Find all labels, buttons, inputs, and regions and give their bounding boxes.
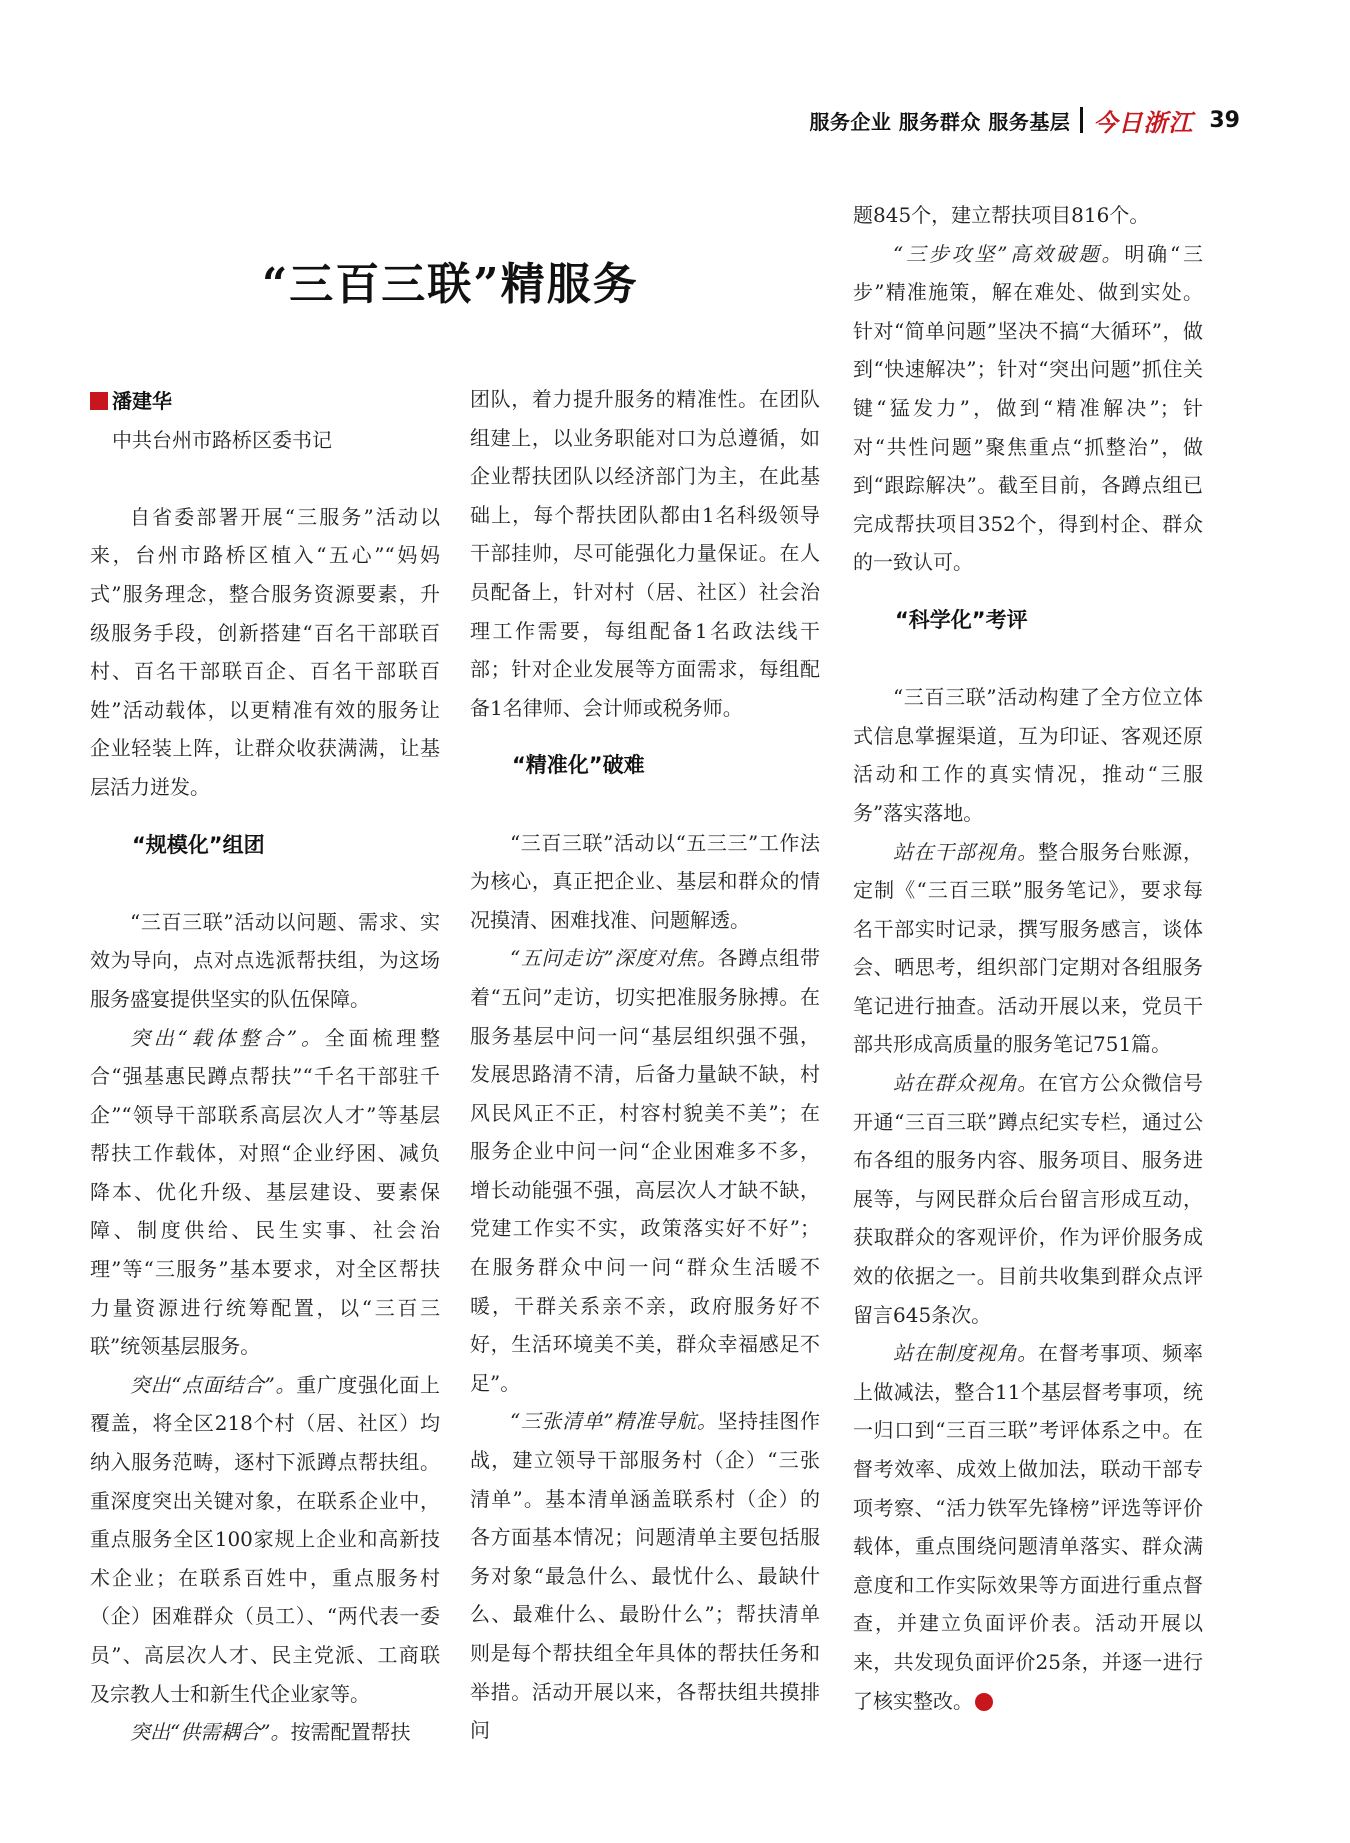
section3-paragraph-2: 站在干部视角。整合服务台账源，定制《“三百三联”服务笔记》，要求每名干部实时记录，撰写服务感言，谈体会、晒思考，组织部门定期对各组服务笔记进行抽查。活动开展以来，党员干部共形成高质量的服务笔记751篇。 (853, 839, 1203, 1057)
section1-paragraph-3: 突出“点面结合”。重广度强化面上覆盖，将全区218个村（居、社区）均纳入服务范畴，逐村下派蹲点帮扶组。重深度突出关键对象，在联系企业中，重点服务全区100家规上企业和高新技术企业；在联系百姓中，重点服务村（企）困难群众（员工）、“两代表一委员”、高层次人才、民主党派、工商联及宗教人士和新生代企业家等。 (90, 1372, 441, 1706)
paragraph-lead: 站在群众视角。 (893, 1071, 1038, 1096)
intro-paragraph: 自省委部署开展“三服务”活动以来，台州市路桥区植入“五心”“妈妈式”服务理念，整合服务资源要素，升级服务手段，创新搭建“百名干部联百村、百名干部联百企、百名干部联百姓”活动载体，以更精准有效的服务让企业轻装上阵，让群众收获满满，让基层活力迸发。 (90, 504, 440, 799)
paragraph-lead: 突出“供需耦合”。 (130, 1720, 291, 1745)
section2-paragraph-1: “三百三联”活动以“五三三”工作法为核心，真正把企业、基层和群众的情况摸清、困难找准、问题解透。 (470, 830, 820, 932)
paragraph-lead: “五问走访”深度对焦。 (510, 946, 718, 971)
section3-paragraph-1: “三百三联”活动构建了全方位立体式信息掌握渠道，互为印证、客观还原活动和工作的真实情况，推动“三服务”落实落地。 (853, 685, 1203, 825)
author-marker-icon (90, 392, 108, 410)
section1-paragraph-4-continued: 团队，着力提升服务的精准性。在团队组建上，以业务职能对口为总遵循，如企业帮扶团队以经济部门为主，在此基础上，每个帮扶团队都由1名科级领导干部挂帅，尽可能强化力量保证。在人员配备上，针对村（居、社区）社会治理工作需要，每组配备1名政法线干部；针对企业发展等方面需求，每组配备1名律师、会计师或税务师。 (470, 387, 820, 720)
author-name-text: 潘建华 (112, 389, 172, 413)
article-title: “三百三联”精服务 (262, 259, 639, 310)
paragraph-lead: 站在制度视角。 (893, 1341, 1038, 1366)
column-2 (470, 380, 820, 1750)
section1-paragraph-4: 突出“供需耦合”。按需配置帮扶 (130, 1720, 411, 1745)
section1-paragraph-1: “三百三联”活动以问题、需求、实效为导向，点对点选派帮扶组，为这场服务盛宴提供坚实的队伍保障。 (90, 909, 440, 1011)
paragraph-lead: 突出“载体整合”。 (130, 1025, 325, 1050)
page-header (809, 102, 1240, 138)
section2-paragraph-3-continued: 题845个，建立帮扶项目816个。 (853, 203, 1150, 227)
page-number: 39 (1209, 107, 1240, 133)
paragraph-lead: 站在干部视角。 (893, 839, 1038, 864)
author-position: 中共台州市路桥区委书记 (112, 427, 332, 452)
header-divider (1080, 107, 1083, 133)
magazine-logo: 今日浙江 (1093, 107, 1194, 137)
section2-paragraph-3: “三张清单”精准导航。坚持挂图作战，建立领导干部服务村（企）“三张清单”。基本清单涵盖联系村（企）的各方面基本情况；问题清单主要包括服务对象“最急什么、最忧什么、最缺什么、最难什么、最盼什么”；帮扶清单则是每个帮扶组全年具体的帮扶任务和举措。活动开展以来，各帮扶组共摸排问 (470, 1409, 820, 1743)
section1-paragraph-2: 突出“载体整合”。全面梳理整合“强基惠民蹲点帮扶”“千名干部驻千企”“领导干部联系高层次人才”等基层帮扶工作载体，对照“企业纾困、减负降本、优化升级、基层建设、要素保障、制度供给、民生实事、社会治理”等“三服务”基本要求，对全区帮扶力量资源进行统筹配置，以“三百三联”统领基层服务。 (90, 1025, 441, 1359)
paragraph-lead: 突出“点面结合”。 (130, 1372, 297, 1397)
paragraph-lead: “三步攻坚”高效破题。 (893, 241, 1125, 266)
end-mark-icon: 今 (975, 1693, 993, 1711)
section-heading-2: “精准化”破难 (512, 753, 645, 778)
column-1 (90, 382, 440, 1752)
section-heading-3: “科学化”考评 (895, 607, 1028, 632)
paragraph-lead: “三张清单”精准导航。 (510, 1409, 718, 1434)
section3-paragraph-3: 站在群众视角。在官方公众微信号开通“三百三联”蹲点纪实专栏，通过公布各组的服务内容、服务项目、服务进展等，与网民群众后台留言形成互动，获取群众的客观评价，作为评价服务成效的依据之一。目前共收集到群众点评留言645条次。 (853, 1071, 1203, 1327)
section2-paragraph-2: “五问走访”深度对焦。各蹲点组带着“五问”走访，切实把准服务脉搏。在服务基层中问一问“基层组织强不强，发展思路清不清，后备力量缺不缺，村风民风正不正，村容村貌美不美”；在服务企业中问一问“企业困难多不多，增长动能强不强，高层次人才缺不缺，党建工作实不实，政策落实好不好”；在服务群众中问一问“群众生活暖不暖，干群关系亲不亲，政府服务好不好，生活环境美不美，群众幸福感足不足”。 (470, 946, 820, 1395)
section-heading-1: “规模化”组团 (132, 832, 265, 857)
section2-paragraph-4: “三步攻坚”高效破题。明确“三步”精准施策，解在难处、做到实处。针对“简单问题”坚决不搞“大循环”，做到“快速解决”；针对“突出问题”抓住关键“猛发力”，做到“精准解决”；针对“共性问题”聚焦重点“抓整治”，做到“跟踪解决”。截至目前，各蹲点组已完成帮扶项目352个，得到村企、群众的一致认可。 (853, 241, 1203, 575)
column-3 (853, 196, 1203, 1720)
header-slogan: 服务企业 服务群众 服务基层 (809, 109, 1071, 134)
section3-paragraph-4: 站在制度视角。在督考事项、频率上做减法，整合11个基层督考事项，统一归口到“三百三联”考评体系之中。在督考效率、成效上做加法，联动干部专项考察、“活力铁军先锋榜”评选等评价载体，重点围绕问题清单落实、群众满意度和工作实际效果等方面进行重点督查，并建立负面评价表。活动开展以来，共发现负面评价25条，并逐一进行了核实整改。 今 (853, 1341, 1203, 1713)
author-name (90, 382, 440, 421)
